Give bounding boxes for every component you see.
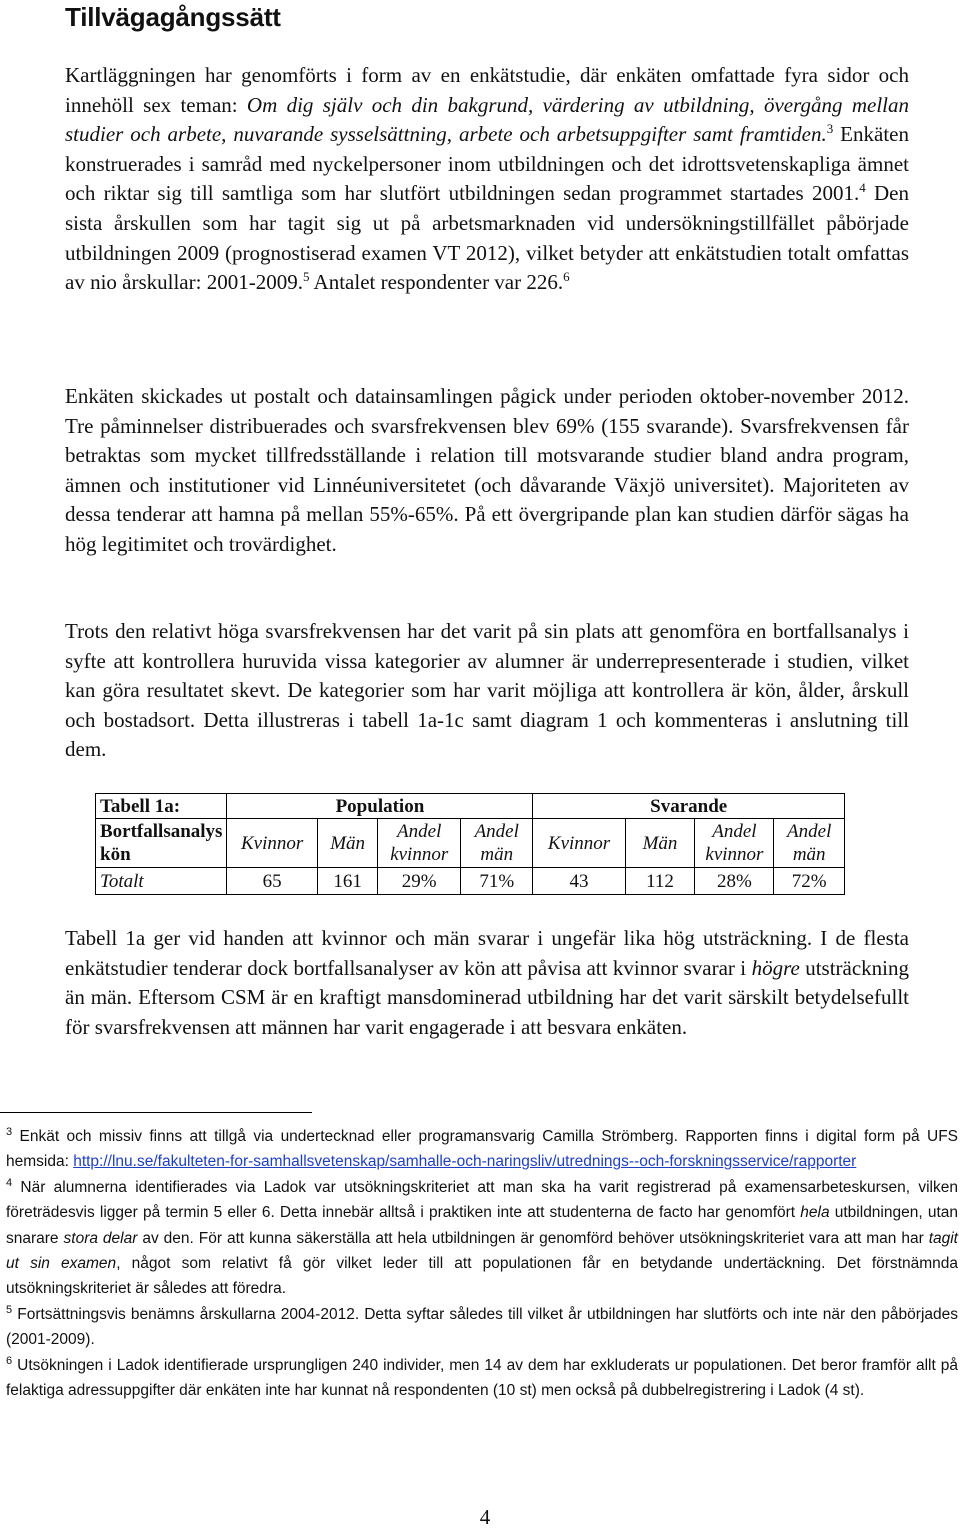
footnotes bbox=[6, 1124, 958, 1403]
group-population: Population bbox=[227, 794, 533, 819]
footnote-emphasis: tagit ut sin examen bbox=[6, 1229, 958, 1273]
paragraph-dropout-analysis: Trots den relativt höga svarsfrekvensen har det varit på sin plats att genomföra en bortfallsanalys i syfte att kontrollera huruvida vissa kategorier av alumner är underrepresenterade i studien, vilket kan göra resultatet skevt. De kategorier som har varit möjliga att kontrollera är kön, ålder, årskull och bostadsort. Detta illustreras i tabell 1a-1c samt diagram 1 och kommenteras i anslutning till dem. bbox=[65, 619, 909, 762]
footnote-text: Fortsättningsvis benämns årskullarna 2004-2012. Detta syftar således till vilket år utbildningen har slutförts och inte när den påbörjades (2001-2009). bbox=[6, 1305, 958, 1349]
row-label: Totalt bbox=[96, 868, 227, 895]
section-heading: Tillvägagångssätt bbox=[65, 2, 281, 32]
footnote-number: 3 bbox=[6, 1125, 13, 1138]
table-cell: 112 bbox=[625, 868, 695, 895]
p4-text-2: utsträckning än män. Eftersom CSM är en kraftigt mansdominerad utbildning har det varit särskilt betydelsefullt för svarsfrekvensen att männen har varit engagerade i att besvara enkäten. bbox=[65, 955, 910, 1039]
footnote-number: 6 bbox=[6, 1354, 13, 1367]
footnote-ref-6: 6 bbox=[563, 269, 570, 285]
paragraph-table-comment bbox=[65, 924, 909, 1042]
footnote-ref-3: 3 bbox=[826, 121, 834, 137]
col-header: Andel män bbox=[461, 819, 533, 868]
p4-text-1: Tabell 1a ger vid handen att kvinnor och män svarar i ungefär lika hög utsträckning. I de flesta enkätstudier tenderar dock bortfallsanalyser av kön att påvisa att kvinnor svarar i bbox=[65, 926, 909, 980]
footnote-text: När alumnerna identifierades via Ladok var utsökningskriteriet att man ska ha varit registrerad på examensarbeteskursen, vilken företrädesvis ligger på termin 5 eller 6. Detta innebär alltså i praktiken inte att studenterna de facto har genomfört bbox=[6, 1178, 958, 1222]
col-header: Andel kvinnor bbox=[695, 819, 774, 868]
footnote-ref-5: 5 bbox=[302, 269, 310, 285]
footnote-text: Utsökningen i Ladok identifierade ursprungligen 240 individer, men 14 av dem har exkluderats ur populationen. Det beror framför allt på felaktiga adressuppgifter där enkäten inte har kunnat nå respondenten (10 st) men också på dubbelregistrering i Ladok (4 st). bbox=[6, 1356, 959, 1400]
table-title: Tabell 1a: bbox=[96, 794, 227, 819]
footnote-number: 5 bbox=[6, 1303, 13, 1316]
footnote-divider bbox=[0, 1112, 312, 1113]
table-header-row-groups bbox=[96, 794, 845, 819]
footnote-number: 4 bbox=[6, 1176, 13, 1189]
paragraph-method bbox=[65, 61, 909, 298]
col-header: Andel män bbox=[774, 819, 845, 868]
footnote-3 bbox=[6, 1124, 958, 1175]
col-header: Kvinnor bbox=[533, 819, 625, 868]
footnote-emphasis: stora delar bbox=[63, 1229, 138, 1247]
table-header-row-columns bbox=[96, 819, 845, 868]
footnote-4 bbox=[6, 1175, 958, 1302]
footnote-text: , något som relativt få gör vilket leder till att populationen får en betydande undertäckning. Det förstnämnda utsökningskriteriet är således att föredra. bbox=[6, 1255, 959, 1298]
footnote-text: av den. För att kunna säkerställa att hela utbildningen är genomförd behöver utsökningskriteriet vara att man har bbox=[137, 1229, 929, 1247]
table-cell: 43 bbox=[533, 868, 625, 895]
footnote-text: utbildningen, utan snarare bbox=[6, 1204, 958, 1247]
p1-text-1: Kartläggningen har genomförts i form av en enkätstudie, där enkäten omfattade fyra sidor och innehöll sex teman: bbox=[65, 63, 909, 117]
p1-themes: Om dig själv och din bakgrund, värdering av utbildning, övergång mellan studier och arbete, nuvarande sysselsättning, arbete och arbetsuppgifter samt framtiden. bbox=[65, 92, 909, 147]
table-cell: 71% bbox=[461, 868, 533, 895]
table-cell: 72% bbox=[774, 868, 845, 895]
col-header: Män bbox=[317, 819, 378, 868]
p1-text-4: Antalet respondenter var 226. bbox=[309, 270, 564, 295]
footnote-ref-4: 4 bbox=[859, 180, 866, 196]
table-cell: 161 bbox=[317, 868, 378, 895]
page-number: 4 bbox=[479, 1505, 491, 1529]
col-header: Män bbox=[625, 819, 695, 868]
col-header: Andel kvinnor bbox=[378, 819, 461, 868]
footnote-6 bbox=[6, 1353, 958, 1404]
group-svarande: Svarande bbox=[533, 794, 845, 819]
table-row bbox=[96, 868, 845, 895]
table-subtitle: Bortfallsanalys kön bbox=[96, 819, 227, 868]
table-1a bbox=[95, 793, 845, 895]
table-cell: 65 bbox=[227, 868, 317, 895]
table-cell: 28% bbox=[695, 868, 774, 895]
paragraph-data-collection: Enkäten skickades ut postalt och datainsamlingen pågick under perioden oktober-november 2012. Tre påminnelser distribuerades och svarsfrekvensen blev 69% (155 svarande). Svarsfrekvensen får betraktas som mycket tillfredsställande i relation till motsvarande studier bland andra program, ämnen och institutioner vid Linnéuniversitetet (och dåvarande Växjö universitet). Majoriteten av dessa tenderar att hamna på mellan 55%-65%. På ett övergripande plan kan studien därför sägas ha hög legitimitet och trovärdighet. bbox=[65, 384, 909, 556]
p4-emphasis: högre bbox=[751, 955, 800, 980]
footnote-emphasis: hela bbox=[800, 1204, 830, 1222]
col-header: Kvinnor bbox=[227, 819, 317, 868]
p1-text-3: Den sista årskullen som har tagit sig ut på arbetsmarknaden vid undersökningstillfället påbörjade utbildningen 2009 (prognostiserad examen VT 2012), vilket betyder att enkätstudien totalt omfattas av nio årskullar: 2001-2009. bbox=[65, 181, 909, 295]
footnote-5 bbox=[6, 1302, 958, 1353]
p1-text-2: Enkäten konstruerades i samråd med nyckelpersoner inom utbildningen och det idrottsvetenskapliga ämnet och riktar sig till samtliga som har slutfört utbildningen sedan programmet startades 2001. bbox=[65, 122, 909, 206]
table-cell: 29% bbox=[378, 868, 461, 895]
report-link[interactable]: http://lnu.se/fakulteten-for-samhallsvetenskap/samhalle-och-naringsliv/utrednings--och-forskningsservice/rapporter bbox=[73, 1153, 857, 1171]
footnote-text: Enkät och missiv finns att tillgå via undertecknad eller programansvarig Camilla Strömberg. Rapporten finns i digital form på UFS hemsida: bbox=[6, 1128, 958, 1171]
